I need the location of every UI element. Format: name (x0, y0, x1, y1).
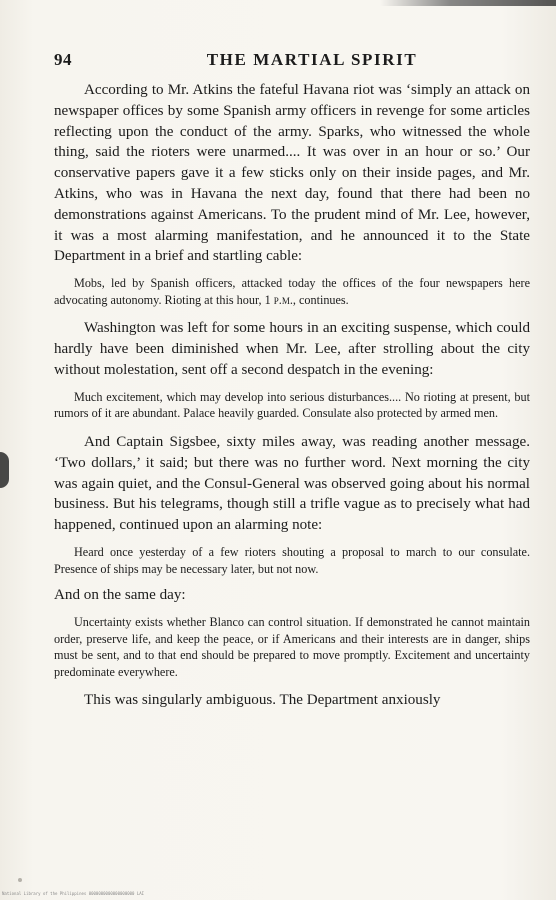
scan-speck (18, 878, 22, 882)
page-number: 94 (54, 50, 72, 69)
paragraph-2: Washington was left for some hours in an exciting suspense, which could hardly have been diminished when Mr. Lee, after strolling about the city without molestation, sent off a second despatch in the evening: (54, 320, 530, 378)
scan-edge-shadow (380, 0, 556, 6)
quote-1-time: p.m. (273, 292, 293, 307)
quote-1 (54, 275, 530, 308)
page-header (54, 50, 530, 74)
body-text (54, 80, 530, 711)
quote-4: Uncertainty exists whether Blanco can control situation. If demonstrated he cannot maintain order, preserve life, and keep the peace, or if Americans and their interests are in danger, ships must be sent, and to that end should be prepared to move promptly. Excitement and uncertainty predominate everywhere. (54, 614, 530, 679)
scan-footer-note: National Library of the Philippines 0000000000000000000 LAI (2, 891, 145, 896)
quote-1-end: , continues. (292, 292, 349, 307)
binding-shadow (0, 452, 9, 488)
running-title: THE MARTIAL SPIRIT (206, 50, 418, 69)
paragraph-5: This was singularly ambiguous. The Department anxiously (84, 692, 441, 709)
paragraph-3: And Captain Sigsbee, sixty miles away, was reading another message. ‘Two dollars,’ it said; but there was no further word. Next morning the city was again quiet, and the Consul-General was observed going about his normal business. But his telegrams, though still a trifle vague as to precisely what had happened, continued upon an alarming note: (54, 433, 530, 534)
quote-3: Heard once yesterday of a few rioters shouting a proposal to march to our consulate. Presence of ships may be necessary later, but not now. (54, 544, 530, 576)
paragraph-1: According to Mr. Atkins the fateful Havana riot was ‘simply an attack on newspaper offices by some Spanish army officers in revenge for some articles reflecting upon the conduct of the army. Sparks, who witnessed the whole thing, said the rioters were unarmed.... It was over in an hour or so.’ Our conservative papers gave it a few sticks only on their inside pages, and Mr. Atkins, who was in Havana the next day, found that there had been no demonstrations against Americans. To the prudent mind of Mr. Lee, however, it was a most alarming manifestation, and he announced it to the State Department in a brief and startling cable: (54, 82, 530, 265)
quote-1-main: Mobs, led by Spanish officers, attacked today the offices of the four newspapers here advocating autonomy. Rioting at this hour, 1 (54, 276, 530, 307)
quote-2: Much excitement, which may develop into serious disturbances.... No rioting at present, but rumors of it are abundant. Palace heavily guarded. Consulate also protected by armed men. (54, 389, 530, 421)
paragraph-4: And on the same day: (54, 587, 186, 604)
